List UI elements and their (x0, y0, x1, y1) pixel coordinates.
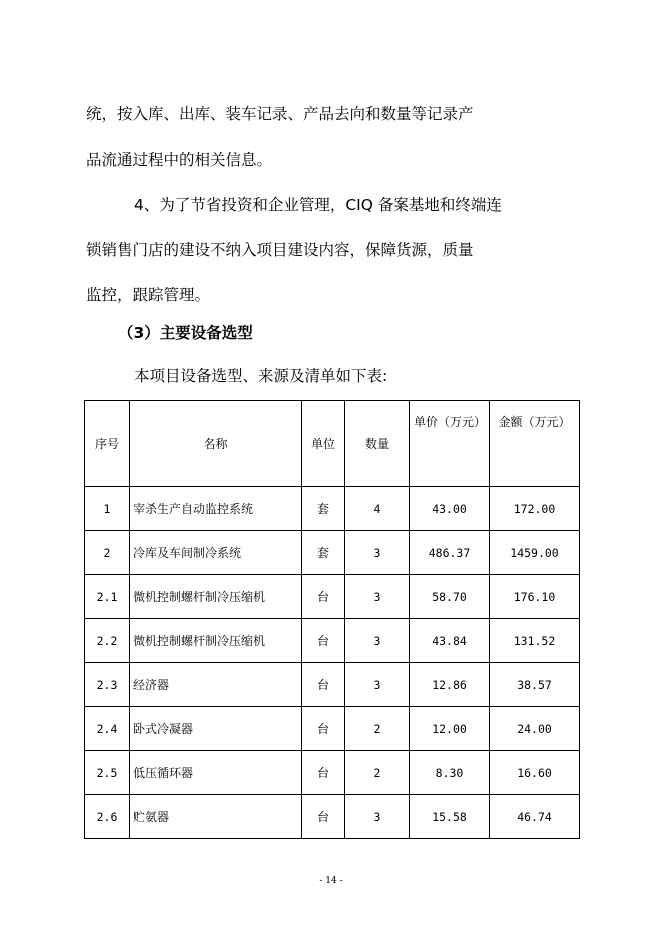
cell-quantity: 3 (345, 575, 410, 619)
table-row (85, 531, 580, 575)
cell-name: 贮氨器 (130, 795, 302, 839)
cell-index: 2.3 (85, 663, 130, 707)
equipment-table (84, 400, 580, 839)
paragraph-line-3: 4、为了节省投资和企业管理，CIQ 备案基地和终端连 (134, 196, 502, 214)
cell-amount: 1459.00 (490, 531, 580, 575)
header-quantity: 数量 (345, 401, 410, 487)
cell-index: 2.5 (85, 751, 130, 795)
cell-amount: 38.57 (490, 663, 580, 707)
paragraph-line-4: 锁销售门店的建设不纳入项目建设内容，保障货源，质量 (86, 241, 474, 259)
cell-quantity: 4 (345, 487, 410, 531)
cell-amount: 16.60 (490, 751, 580, 795)
cell-index: 2.2 (85, 619, 130, 663)
cell-name: 微机控制螺杆制冷压缩机 (130, 619, 302, 663)
cell-amount: 176.10 (490, 575, 580, 619)
cell-index: 2 (85, 531, 130, 575)
cell-quantity: 2 (345, 751, 410, 795)
table-row (85, 575, 580, 619)
cell-unit: 台 (302, 795, 345, 839)
cell-quantity: 3 (345, 663, 410, 707)
paragraph-line-5: 监控，跟踪管理。 (86, 286, 211, 304)
cell-quantity: 3 (345, 795, 410, 839)
cell-quantity: 3 (345, 531, 410, 575)
cell-name: 宰杀生产自动监控系统 (130, 487, 302, 531)
page-number: - 14 - (319, 876, 343, 886)
cell-unit: 套 (302, 487, 345, 531)
cell-unit: 台 (302, 619, 345, 663)
table-row (85, 619, 580, 663)
cell-unit-price: 8.30 (410, 751, 490, 795)
table-row (85, 707, 580, 751)
cell-index: 1 (85, 487, 130, 531)
cell-name: 微机控制螺杆制冷压缩机 (130, 575, 302, 619)
cell-unit: 套 (302, 531, 345, 575)
table-row (85, 663, 580, 707)
cell-unit: 台 (302, 707, 345, 751)
header-index: 序号 (85, 401, 130, 487)
cell-name: 低压循环器 (130, 751, 302, 795)
header-unit-price: 单价（万元） (410, 401, 490, 487)
cell-unit-price: 58.70 (410, 575, 490, 619)
section-heading: （3）主要设备选型 (118, 324, 253, 342)
cell-quantity: 2 (345, 707, 410, 751)
table-row (85, 751, 580, 795)
cell-unit: 台 (302, 751, 345, 795)
header-unit: 单位 (302, 401, 345, 487)
cell-unit-price: 43.84 (410, 619, 490, 663)
cell-quantity: 3 (345, 619, 410, 663)
cell-unit-price: 43.00 (410, 487, 490, 531)
cell-name: 冷库及车间制冷系统 (130, 531, 302, 575)
table-header-row (85, 401, 580, 487)
cell-unit: 台 (302, 663, 345, 707)
cell-name: 卧式冷凝器 (130, 707, 302, 751)
header-name: 名称 (130, 401, 302, 487)
cell-amount: 46.74 (490, 795, 580, 839)
paragraph-line-2: 品流通过程中的相关信息。 (86, 151, 273, 169)
table-row (85, 795, 580, 839)
cell-unit-price: 12.86 (410, 663, 490, 707)
table-row (85, 487, 580, 531)
cell-index: 2.1 (85, 575, 130, 619)
cell-amount: 131.52 (490, 619, 580, 663)
cell-index: 2.6 (85, 795, 130, 839)
cell-index: 2.4 (85, 707, 130, 751)
cell-unit-price: 12.00 (410, 707, 490, 751)
cell-amount: 24.00 (490, 707, 580, 751)
cell-unit-price: 15.58 (410, 795, 490, 839)
cell-name: 经济器 (130, 663, 302, 707)
header-amount: 金额（万元） (490, 401, 580, 487)
paragraph-line-1: 统，按入库、出库、装车记录、产品去向和数量等记录产 (86, 105, 474, 123)
cell-unit: 台 (302, 575, 345, 619)
cell-amount: 172.00 (490, 487, 580, 531)
table-intro: 本项目设备选型、来源及清单如下表: (134, 367, 388, 385)
cell-unit-price: 486.37 (410, 531, 490, 575)
